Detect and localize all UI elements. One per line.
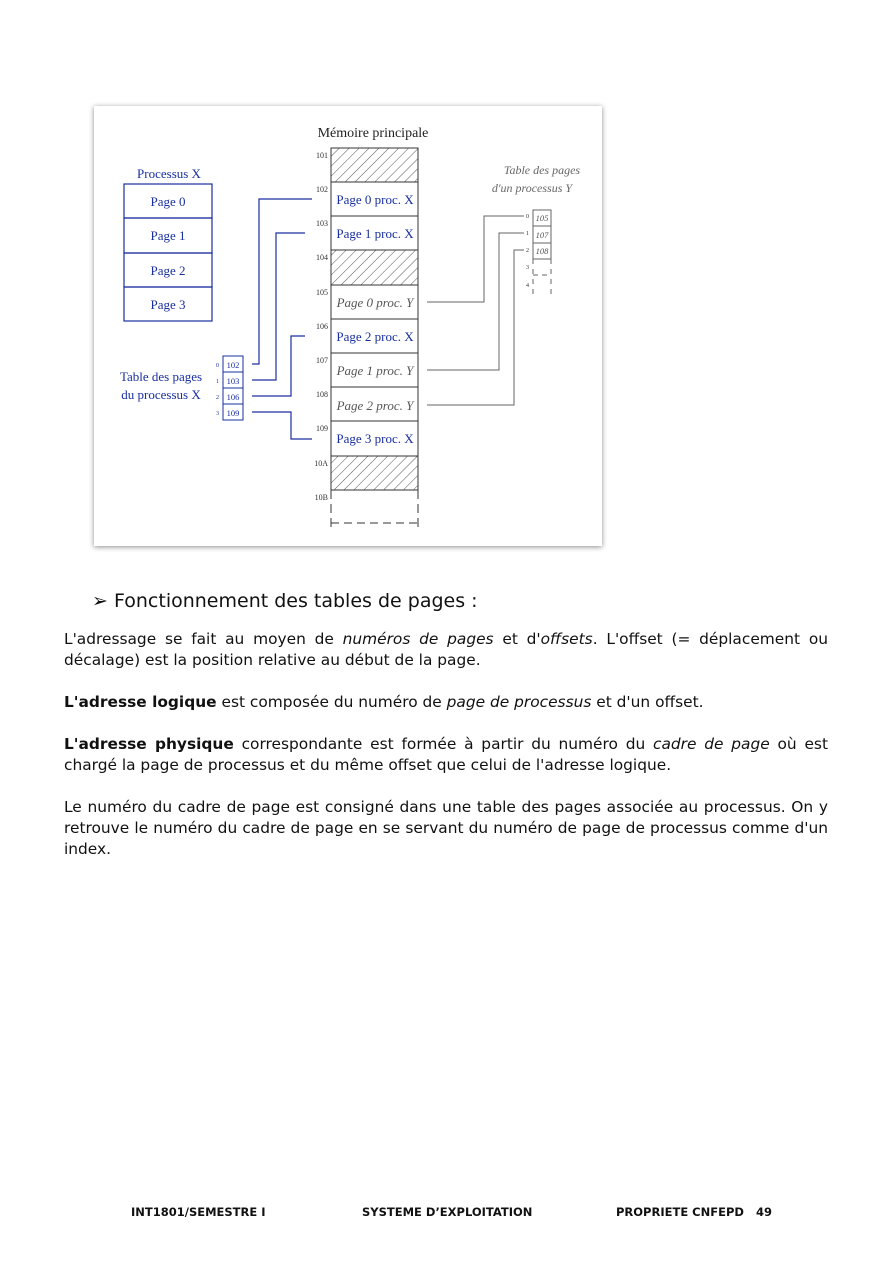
- page-number: 49: [756, 1205, 773, 1219]
- page-table-y-value: 105: [535, 213, 549, 223]
- free-frame: [331, 148, 418, 182]
- text-run: L'adressage se fait au moyen de: [64, 630, 343, 648]
- process-x-pages: [124, 184, 212, 321]
- text-run: où est chargé la page de processus et du même offset que celui de l'adresse logique.: [64, 735, 828, 774]
- connector-109: [252, 412, 312, 439]
- process-x-page-label: Page 2: [150, 263, 186, 278]
- emphasis: numéros de pages: [342, 630, 494, 648]
- paging-diagram: [94, 106, 602, 546]
- process-x-page-label: Page 3: [150, 297, 186, 312]
- free-frame: [331, 250, 418, 285]
- footer-owner: PROPRIETE CNFEPD: [616, 1205, 744, 1219]
- connector-103: [252, 233, 305, 380]
- connector-102: [252, 199, 312, 364]
- process-x-label: Processus X: [137, 166, 201, 181]
- arrow-bullet-icon: ➢: [92, 590, 108, 612]
- section-heading: [92, 590, 478, 612]
- free-frame: [331, 456, 418, 490]
- emphasis: page de processus: [446, 693, 592, 711]
- memory-address: 104: [316, 253, 328, 262]
- memory-address: 10A: [314, 459, 328, 468]
- frame-label: Page 2 proc. Y: [336, 398, 414, 413]
- page-table-y-index: 0: [526, 214, 529, 220]
- page-footer: [0, 1205, 893, 1221]
- text-run: et d'un offset.: [591, 693, 704, 711]
- frame-label: Page 0 proc. X: [336, 192, 414, 207]
- frame-label: Page 3 proc. X: [336, 431, 414, 446]
- paragraph-logical-address: [64, 692, 828, 713]
- memory-address: 108: [316, 390, 328, 399]
- memory-address: 101: [316, 151, 328, 160]
- frame-label: Page 1 proc. Y: [336, 363, 414, 378]
- page-table-x-index: 3: [216, 411, 219, 417]
- page-table-x: [216, 356, 243, 420]
- emphasis: offsets: [540, 630, 593, 648]
- page-table-y-value: 108: [535, 246, 549, 256]
- emphasis: cadre de page: [653, 735, 770, 753]
- frame-label: Page 0 proc. Y: [336, 295, 414, 310]
- paragraph-physical-address: [64, 734, 828, 776]
- bold-term: L'adresse physique: [64, 735, 234, 753]
- page-table-x-index: 1: [216, 379, 219, 385]
- page-table-y: [526, 210, 551, 296]
- memory-addresses: [314, 151, 328, 502]
- page-table-y-index: 4: [526, 283, 529, 289]
- page-table-x-value: 106: [226, 392, 240, 402]
- memory-address: 103: [316, 219, 328, 228]
- memory-column: [331, 148, 418, 532]
- page-table-y-index: 3: [526, 265, 529, 271]
- page-table-x-index: 2: [216, 395, 219, 401]
- process-x-page-label: Page 0: [150, 194, 186, 209]
- connector-106: [252, 336, 305, 396]
- memory-address: 102: [316, 185, 328, 194]
- frame-label: Page 2 proc. X: [336, 329, 414, 344]
- connector-105: [427, 216, 524, 302]
- section-heading-text: Fonctionnement des tables de pages :: [114, 590, 478, 612]
- memory-title: Mémoire principale: [317, 126, 429, 141]
- footer-subject: SYSTEME D’EXPLOITATION: [362, 1205, 533, 1219]
- text-run: . L'offset (= déplacement ou décalage) est la position relative au début de la page.: [64, 630, 828, 669]
- text-run: correspondante est formée à partir du numéro du: [233, 735, 654, 753]
- memory-address: 109: [316, 424, 328, 433]
- table-x-label: du processus X: [121, 387, 201, 402]
- page-table-x-value: 102: [226, 360, 240, 370]
- paragraph-addressing: [64, 629, 828, 671]
- memory-address: 105: [316, 288, 328, 297]
- page-table-x-value: 103: [226, 376, 240, 386]
- table-y-label: d'un processus Y: [491, 181, 573, 195]
- text-run: et d': [493, 630, 541, 648]
- memory-paging-figure: [94, 106, 602, 546]
- memory-address: 106: [316, 322, 328, 331]
- table-x-connectors: [252, 199, 312, 439]
- text-run: est composée du numéro de: [216, 693, 447, 711]
- page-table-y-index: 2: [526, 248, 529, 254]
- memory-address: 10B: [314, 493, 328, 502]
- page-table-x-value: 109: [226, 408, 240, 418]
- connector-108: [427, 250, 524, 405]
- page-table-x-index: 0: [216, 363, 219, 369]
- table-y-connectors: [427, 216, 524, 405]
- frame-label: Page 1 proc. X: [336, 226, 414, 241]
- bold-term: L'adresse logique: [64, 693, 217, 711]
- page-table-y-index: 1: [526, 231, 529, 237]
- memory-address: 107: [316, 356, 328, 365]
- footer-course: INT1801/SEMESTRE I: [131, 1205, 266, 1219]
- paragraph-frame-number: Le numéro du cadre de page est consigné dans une table des pages associée au processus. On y retrouve le numéro du cadre de page en se servant du numéro de page de processus comme d'un index.: [64, 798, 828, 858]
- table-x-label: Table des pages: [119, 369, 203, 384]
- process-x-page-label: Page 1: [150, 228, 186, 243]
- table-y-label: Table des pages: [503, 163, 581, 177]
- page-table-y-value: 107: [535, 230, 549, 240]
